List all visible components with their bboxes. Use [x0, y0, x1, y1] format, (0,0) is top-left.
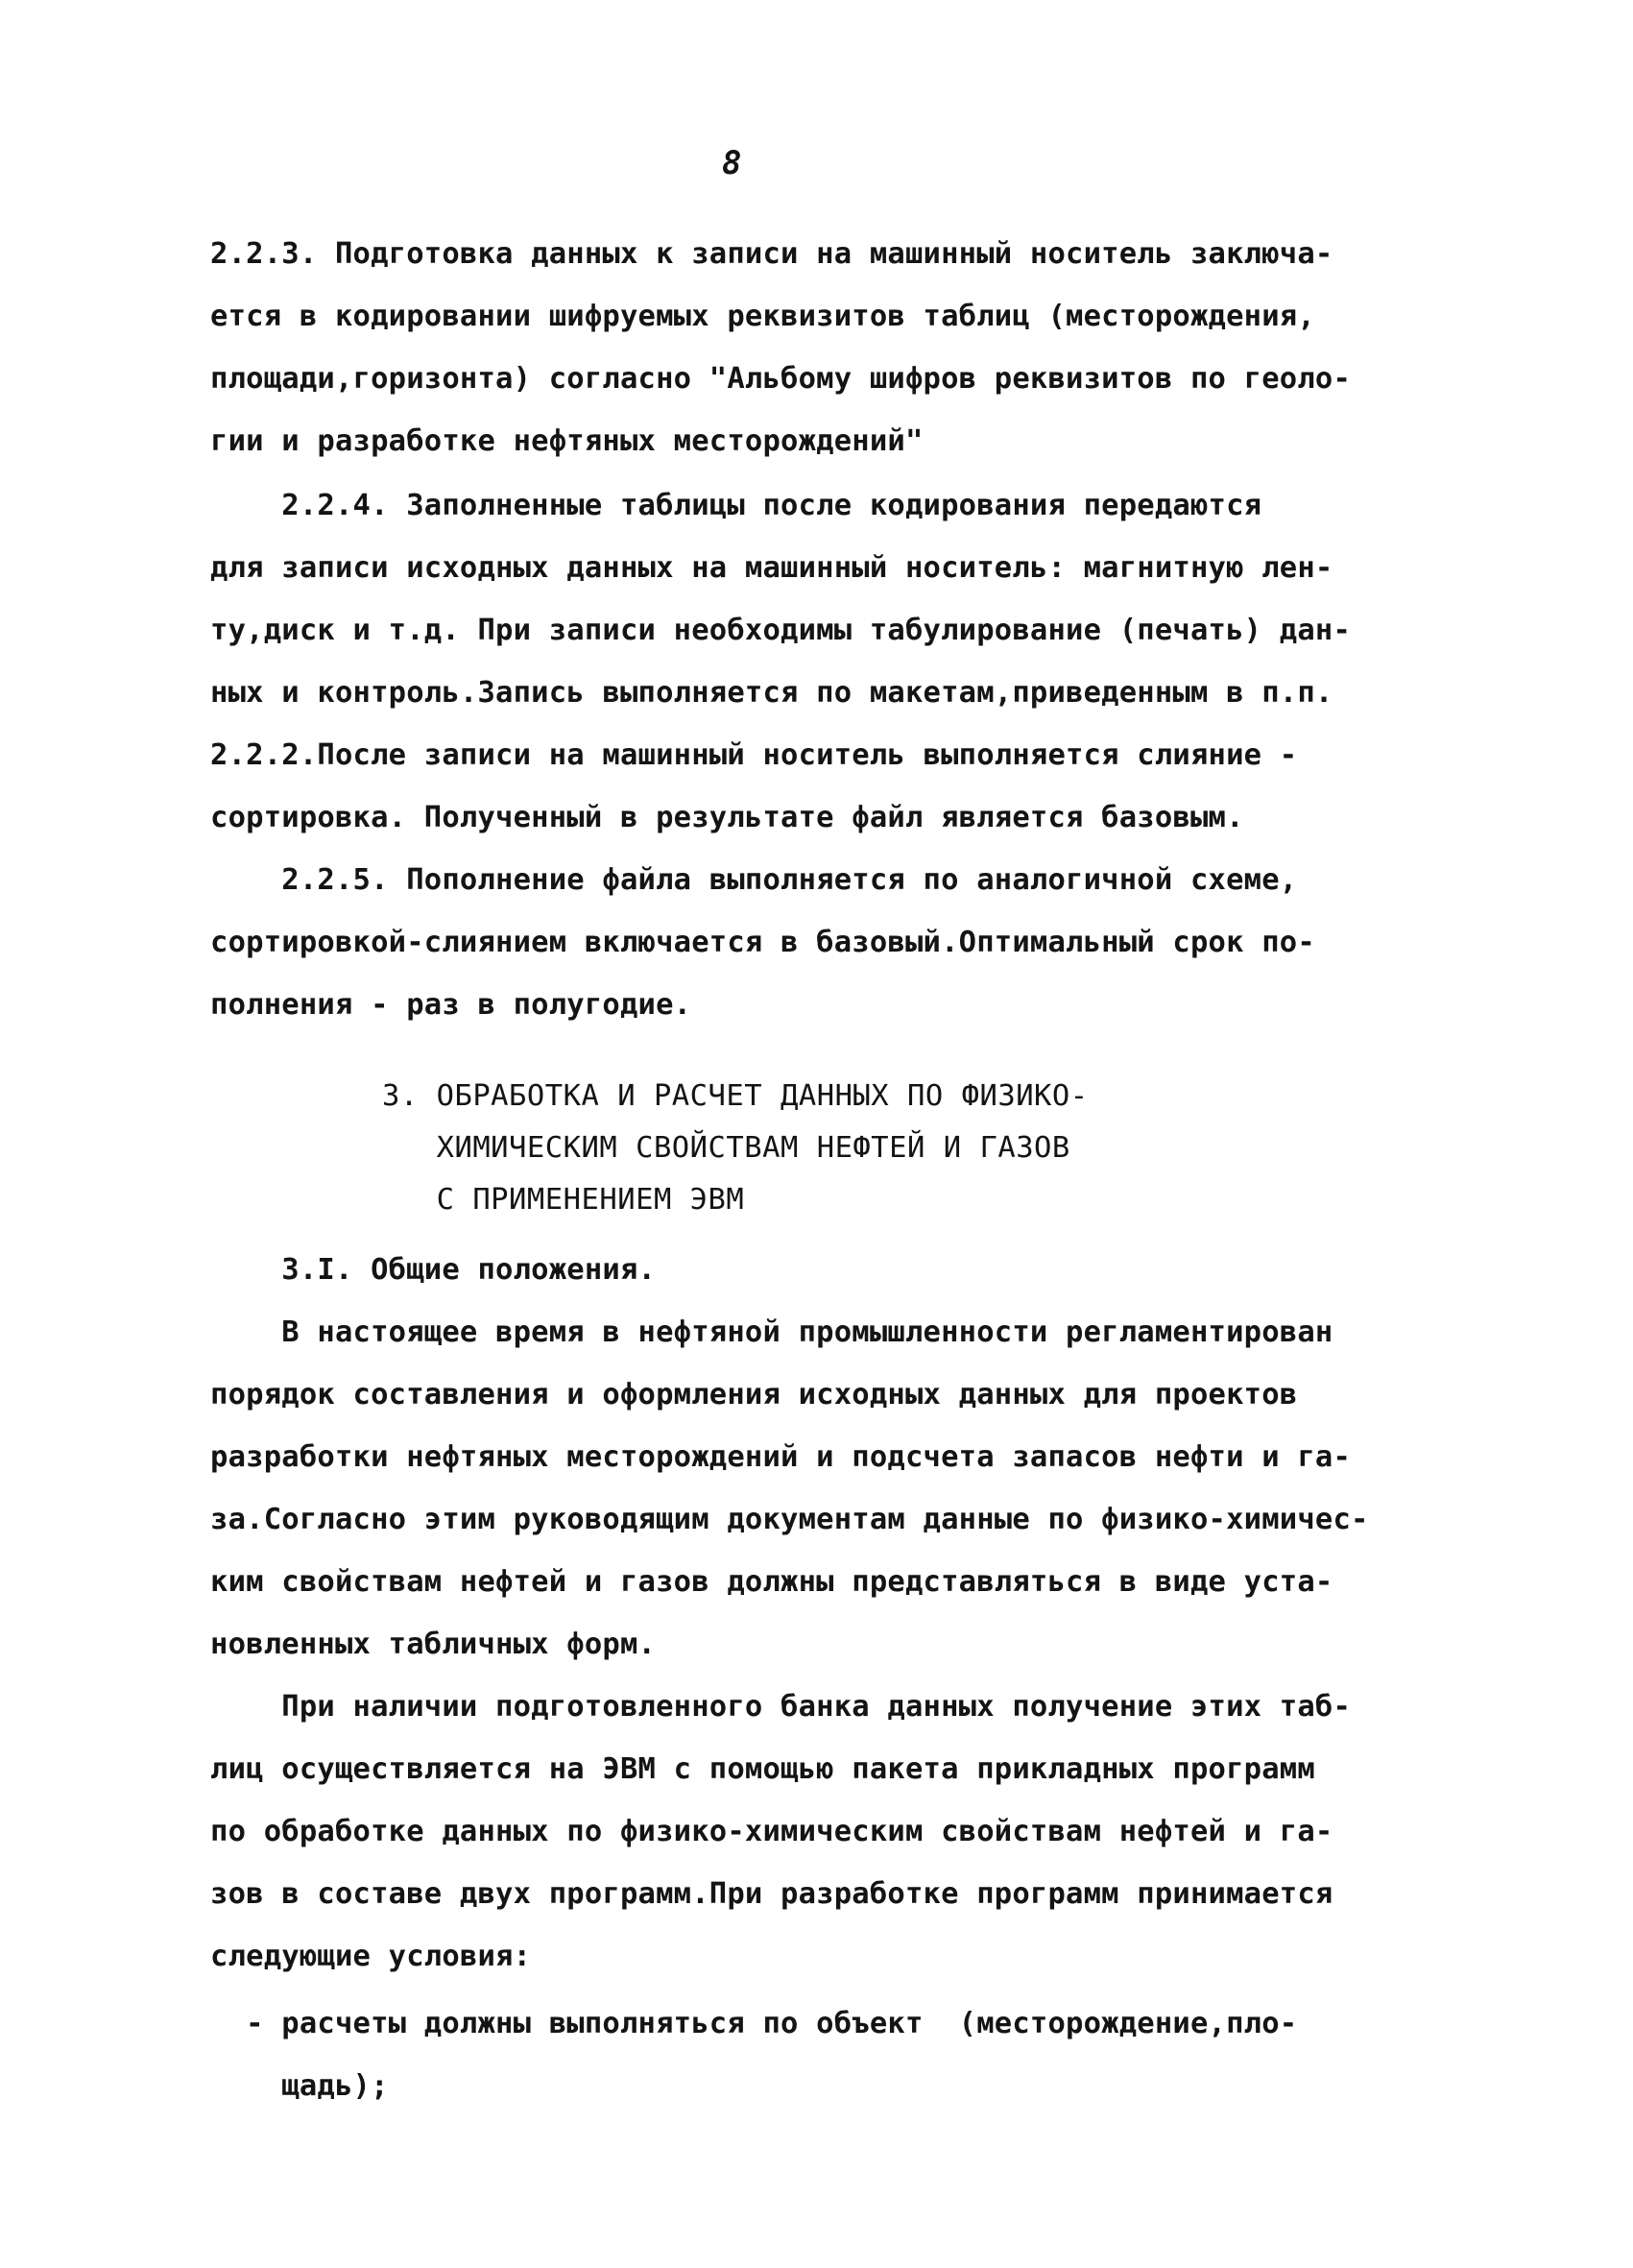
section-3-heading [382, 1071, 1246, 1226]
section-3-1-title [210, 1239, 1449, 1301]
text-line: за.Согласно этим руководящим документам данные по физико-химичес- [210, 1503, 1369, 1536]
text-line: новленных табличных форм. [210, 1628, 657, 1661]
text-line: 2.2.3. Подготовка данных к записи на машинный носитель заключа- [210, 237, 1333, 271]
section-2-2-3 [210, 223, 1449, 472]
text-line: При наличии подготовленного банка данных получение этих таб- [210, 1690, 1352, 1724]
text-line: 2.2.4. Заполненные таблицы после кодирования передаются [210, 489, 1262, 522]
section-2-2-5 [210, 849, 1449, 1036]
text-line: порядок составления и оформления исходных данных для проектов [210, 1378, 1298, 1411]
paragraph-regulations [210, 1301, 1449, 1676]
text-line: - расчеты должны выполняться по объект (месторождение,пло- [210, 2007, 1298, 2040]
text-line: В настоящее время в нефтяной промышленности регламентирован [210, 1315, 1333, 1349]
bullet-list-item [210, 1992, 1449, 2117]
text-line: площади,горизонта) согласно "Альбому шифров реквизитов по геоло- [210, 362, 1352, 396]
text-line: следующие условия: [210, 1940, 532, 1973]
text-line: 2.2.5. Пополнение файла выполняется по аналогичной схеме, [210, 863, 1298, 897]
text-line: ных и контроль.Запись выполняется по макетам,приведенным в п.п. [210, 676, 1333, 710]
text-line: ется в кодировании шифруемых реквизитов таблиц (месторождения, [210, 300, 1315, 333]
text-line: сортировкой-слиянием включается в базовый.Оптимальный срок по- [210, 926, 1315, 959]
text-line: ту,диск и т.д. При записи необходимы табулирование (печать) дан- [210, 614, 1352, 647]
text-line: зов в составе двух программ.При разработке программ принимается [210, 1877, 1333, 1911]
text-line: полнения - раз в полугодие. [210, 988, 692, 1022]
text-line: гии и разработке нефтяных месторождений" [210, 424, 924, 458]
page-number: 8 [722, 144, 742, 182]
heading-line: 3. ОБРАБОТКА И РАСЧЕТ ДАННЫХ ПО ФИЗИКО- [382, 1079, 1089, 1113]
text-line: для записи исходных данных на машинный носитель: магнитную лен- [210, 551, 1333, 585]
text-line: разработки нефтяных месторождений и подсчета запасов нефти и га- [210, 1440, 1352, 1474]
text-line: ким свойствам нефтей и газов должны представляться в виде уста- [210, 1565, 1333, 1599]
heading-line: С ПРИМЕНЕНИЕМ ЭВМ [382, 1183, 745, 1217]
paragraph-data-bank [210, 1676, 1449, 1988]
text-line: 2.2.2.После записи на машинный носитель выполняется слияние - [210, 738, 1298, 772]
heading-line: ХИМИЧЕСКИМ СВОЙСТВАМ НЕФТЕЙ И ГАЗОВ [382, 1131, 1070, 1165]
text-line: лиц осуществляется на ЭВМ с помощью пакета прикладных программ [210, 1752, 1315, 1786]
subsection-title: 3.I. Общие положения. [210, 1253, 657, 1287]
section-2-2-4 [210, 474, 1449, 849]
text-line: щадь); [210, 2069, 389, 2103]
text-line: сортировка. Полученный в результате файл является базовым. [210, 801, 1244, 834]
text-line: по обработке данных по физико-химическим свойствам нефтей и га- [210, 1815, 1333, 1848]
